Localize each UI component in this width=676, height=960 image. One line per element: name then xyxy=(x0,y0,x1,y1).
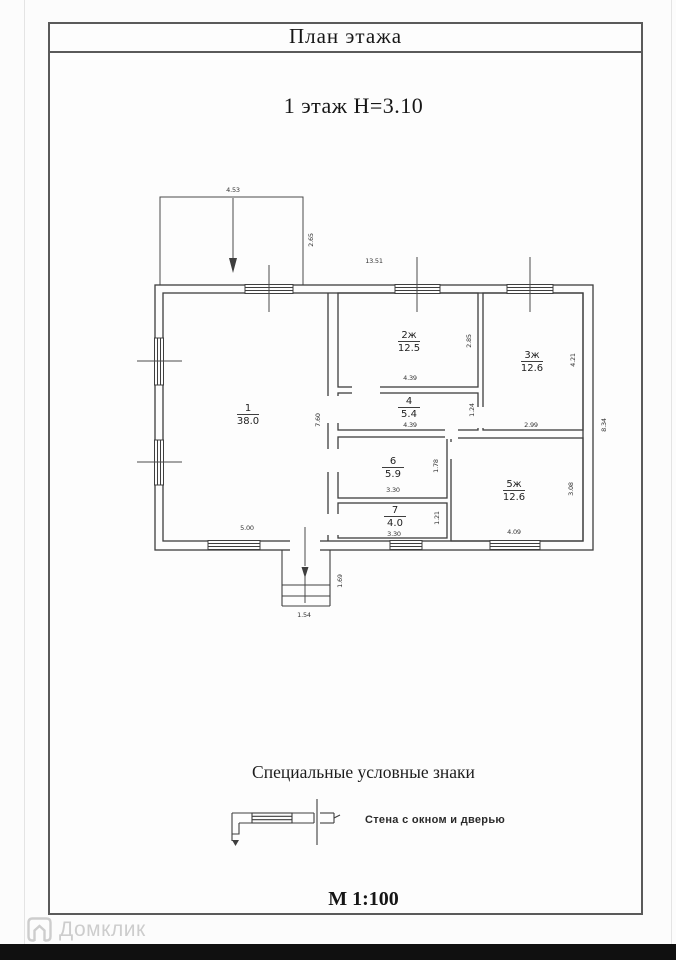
window-frame xyxy=(390,541,422,550)
down-arrowhead-icon xyxy=(229,258,237,273)
room-3-number: 3ж xyxy=(524,350,540,361)
watermark xyxy=(26,916,146,943)
room-4-area: 5.4 xyxy=(401,409,417,420)
room-1-area: 38.0 xyxy=(236,416,260,427)
room-5-label xyxy=(503,479,525,503)
dim-annex-side: 2.65 xyxy=(307,233,315,247)
dim-room5-bottom: 4.09 xyxy=(507,528,521,536)
dim-outer-top: 13.51 xyxy=(365,257,383,265)
porch xyxy=(282,550,330,606)
legend-item-label: Стена с окном и дверью xyxy=(365,814,506,826)
window-bottom-3 xyxy=(490,541,540,550)
room-1-label xyxy=(237,403,259,427)
room-6-label xyxy=(382,456,404,480)
wall-window-door-symbol-icon xyxy=(222,796,347,848)
dim-porch-bottom: 1.54 xyxy=(297,611,311,619)
floor-plan-drawing xyxy=(130,178,625,633)
door-room5 xyxy=(449,442,454,459)
inner-wall xyxy=(163,293,583,541)
room-3-label xyxy=(521,350,543,374)
photo-edge-left xyxy=(24,0,25,945)
door-hall-room2 xyxy=(352,382,380,395)
legend-arrowhead-icon xyxy=(232,840,239,846)
bottom-black-bar xyxy=(0,944,676,960)
dim-room4-bottom: 4.39 xyxy=(403,421,417,429)
dim-room5-side: 3.08 xyxy=(567,482,575,496)
annex-rect xyxy=(160,197,303,285)
legend-tick xyxy=(334,815,340,818)
window-frame xyxy=(208,541,260,550)
logo-house xyxy=(35,926,45,941)
legend-window-frame xyxy=(252,813,292,823)
door-room1-room7 xyxy=(324,514,341,535)
window-frame xyxy=(490,541,540,550)
page-title: План этажа xyxy=(288,24,403,48)
dim-porch-side: 1.69 xyxy=(336,574,344,588)
watermark-text: Домклик xyxy=(59,917,146,941)
window-bottom-1 xyxy=(208,541,260,550)
dim-room2-bottom: 4.39 xyxy=(403,374,417,382)
door-room1-room6 xyxy=(324,449,341,472)
room-4-number: 4 xyxy=(405,396,413,407)
dim-room7-side: 1.21 xyxy=(433,511,441,525)
up-arrowhead-icon xyxy=(302,567,309,578)
scale-label: М 1:100 xyxy=(328,888,399,910)
dim-room2-side: 2.85 xyxy=(465,334,473,348)
room-3-area: 12.6 xyxy=(520,363,544,374)
dim-room1-bottom: 5.00 xyxy=(240,524,254,532)
dim-room3-bottom: 2.99 xyxy=(524,421,538,429)
dim-room1-side: 7.60 xyxy=(314,413,322,427)
corridor-opening xyxy=(445,425,458,439)
room-2-number: 2ж xyxy=(401,330,417,341)
annex-outline xyxy=(160,197,303,285)
room-7-number: 7 xyxy=(391,505,399,516)
room-5-area: 12.6 xyxy=(502,492,526,503)
room-2-area: 12.5 xyxy=(397,343,421,354)
room-2-label xyxy=(398,330,420,354)
dim-room7-bottom: 3.30 xyxy=(387,530,401,538)
room-6-area: 5.9 xyxy=(385,469,401,480)
dim-room4-side: 1.24 xyxy=(468,403,476,417)
photo-edge-right xyxy=(671,0,672,945)
room-4-label xyxy=(398,396,420,420)
dim-room6-bottom: 3.30 xyxy=(386,486,400,494)
walls xyxy=(155,285,593,550)
room-1-number: 1 xyxy=(244,403,252,414)
dim-room3-side: 4.21 xyxy=(569,353,577,367)
outer-wall xyxy=(155,285,593,550)
dimension-labels xyxy=(226,186,608,619)
dim-room6-side: 1.78 xyxy=(432,459,440,473)
windows xyxy=(155,285,554,550)
legend-heading: Специальные условные знаки xyxy=(252,762,475,782)
floor-subtitle: 1 этаж Н=3.10 xyxy=(283,93,424,118)
door-room1-hall xyxy=(324,396,341,423)
dim-annex-top: 4.53 xyxy=(226,186,240,194)
room-5-number: 5ж xyxy=(506,479,522,490)
logo-outline xyxy=(29,919,51,941)
room-6-number: 6 xyxy=(389,456,397,467)
legend-wall-inner xyxy=(232,823,239,834)
title-band xyxy=(48,22,643,53)
room-7-label xyxy=(384,505,406,529)
domclick-house-icon xyxy=(26,916,53,943)
room-7-area: 4.0 xyxy=(387,518,403,529)
window-bottom-2 xyxy=(390,541,422,550)
dim-outer-right: 8.34 xyxy=(600,418,608,432)
